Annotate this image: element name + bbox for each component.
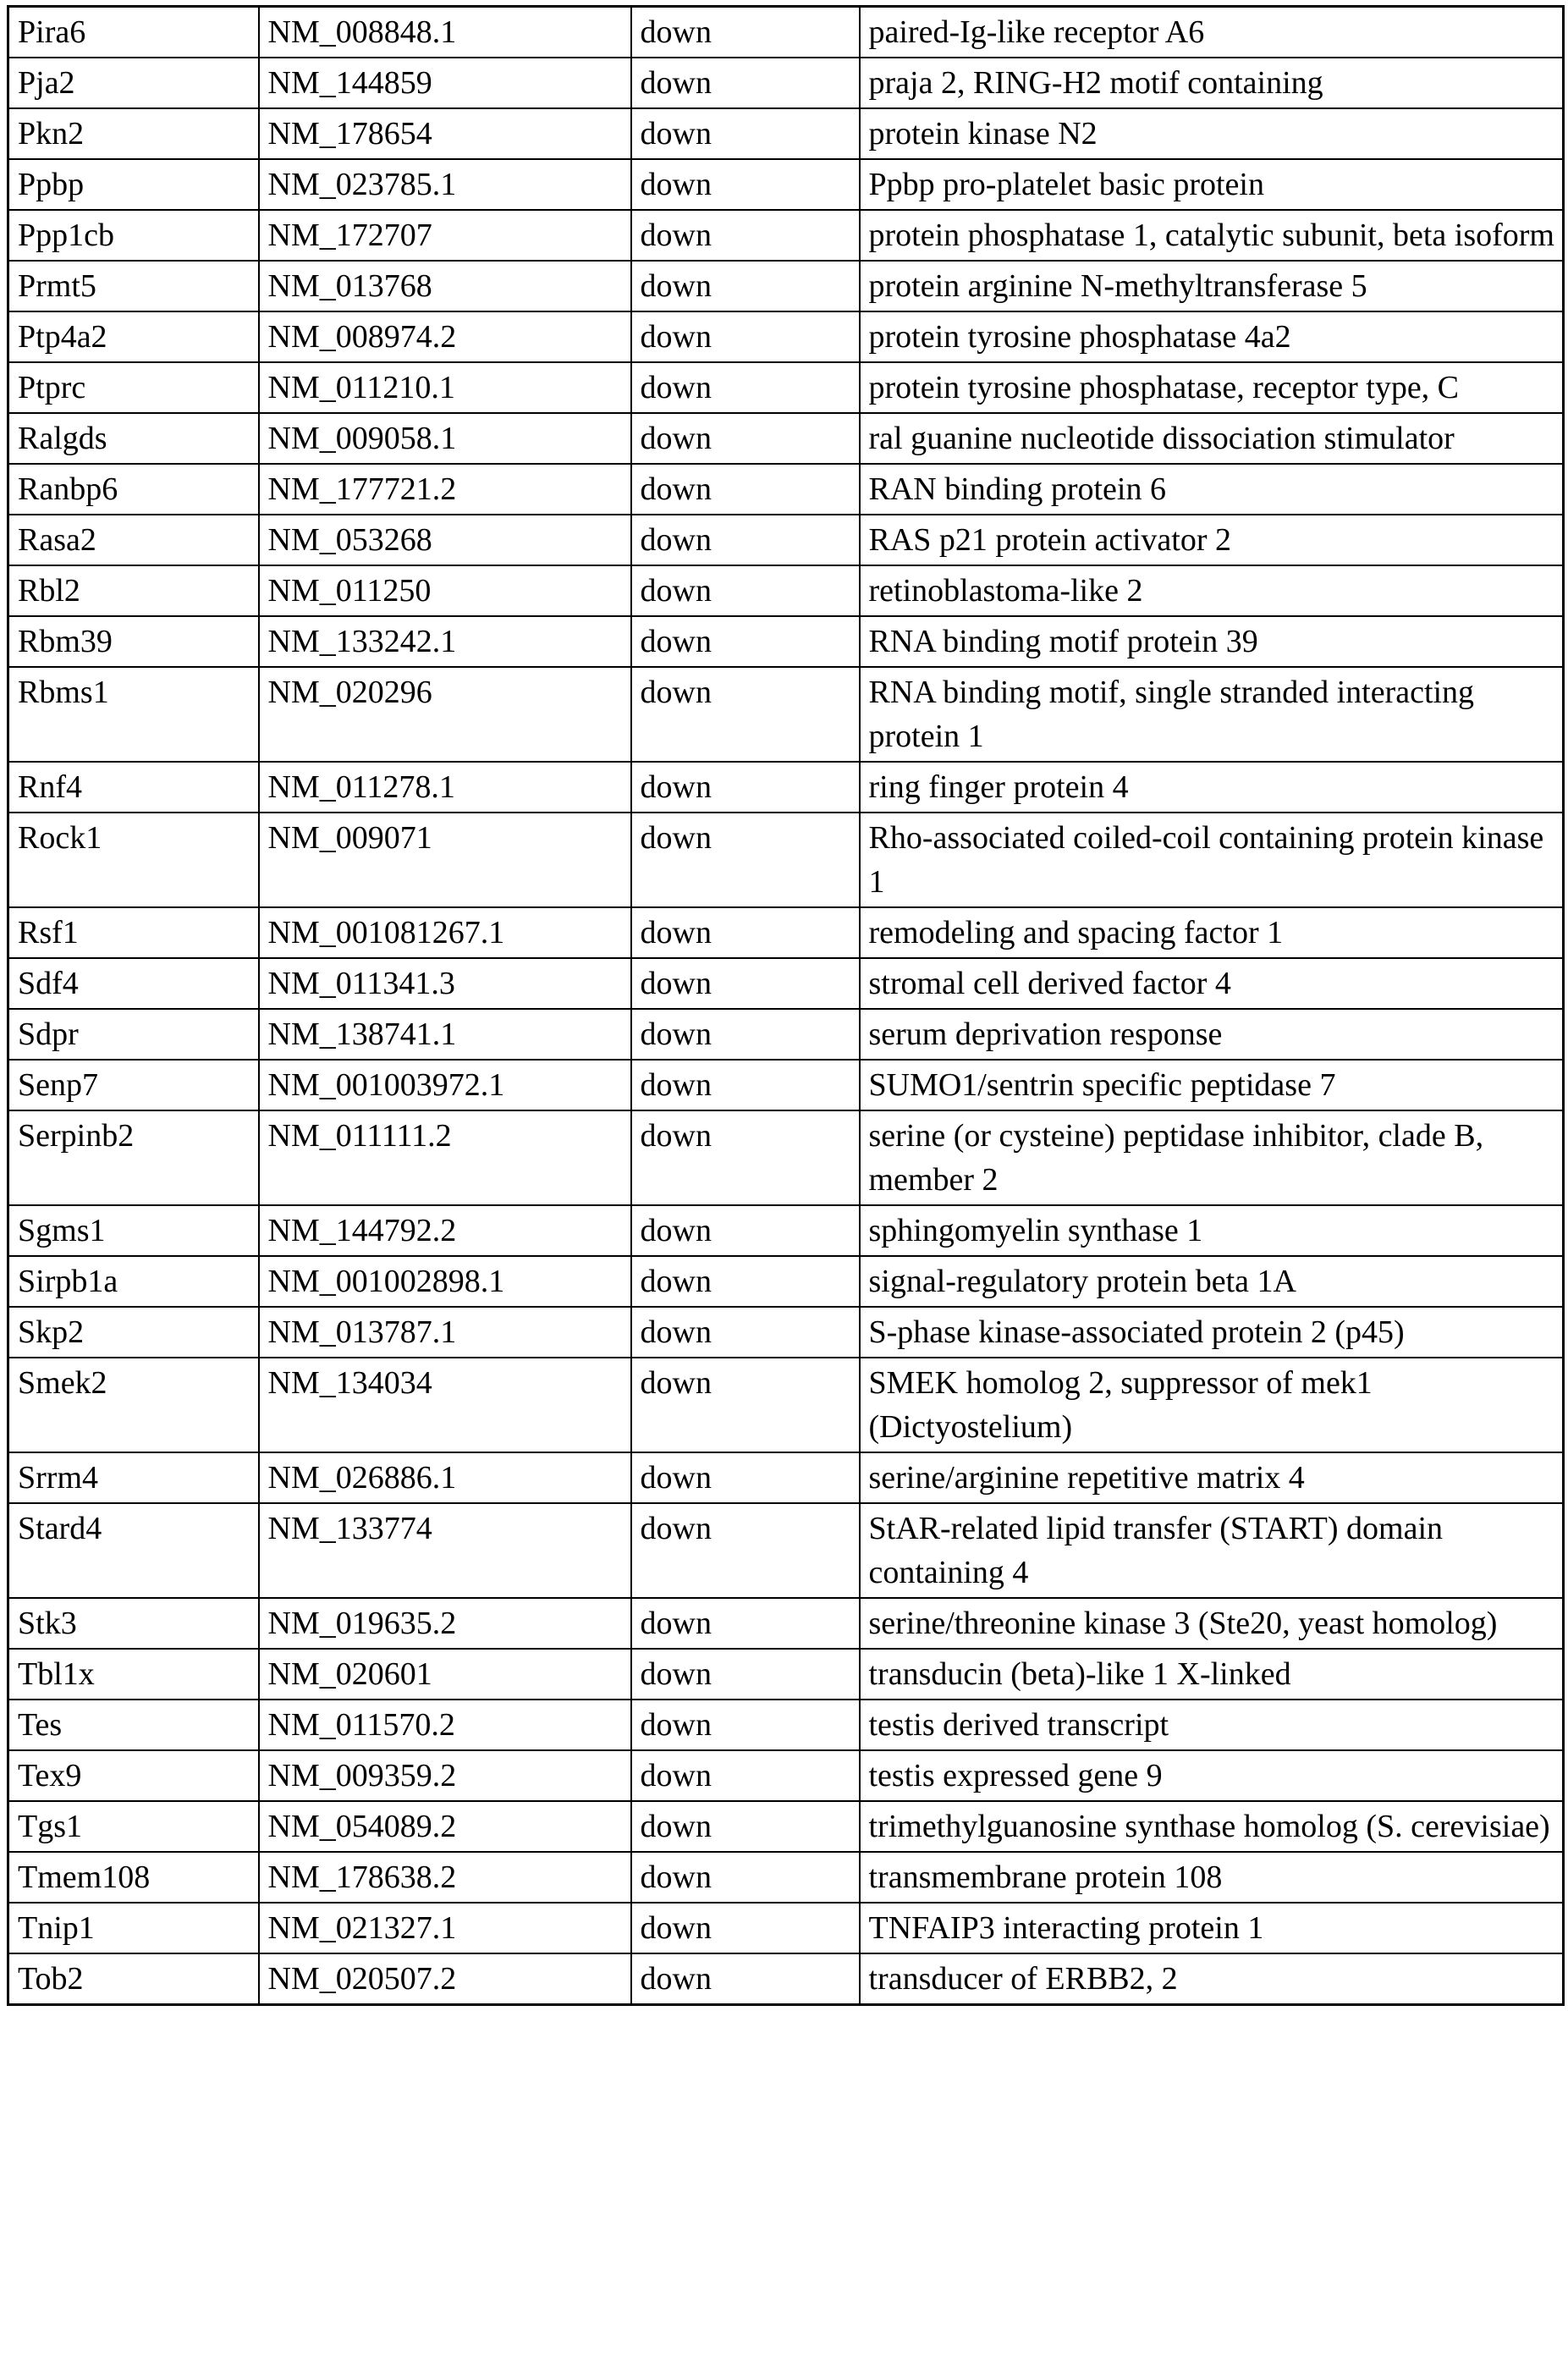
gene-symbol-cell: Pja2: [8, 58, 259, 108]
table-row: [8, 1503, 1564, 1598]
accession-number-cell: NM_133242.1: [259, 616, 631, 667]
gene-description-cell: SMEK homolog 2, suppressor of mek1 (Dictyostelium): [860, 1358, 1564, 1452]
table-row: [8, 413, 1564, 464]
gene-symbol-cell: Sdf4: [8, 958, 259, 1009]
table-row: [8, 907, 1564, 958]
accession-number-cell: NM_026886.1: [259, 1452, 631, 1503]
gene-description-cell: Ppbp pro-platelet basic protein: [860, 159, 1564, 210]
accession-number-cell: NM_020601: [259, 1649, 631, 1700]
table-row: [8, 958, 1564, 1009]
regulation-direction-cell: down: [631, 413, 860, 464]
gene-symbol-cell: Sgms1: [8, 1205, 259, 1256]
gene-description-cell: Rho-associated coiled-coil containing protein kinase 1: [860, 813, 1564, 907]
regulation-direction-cell: down: [631, 1903, 860, 1953]
accession-number-cell: NM_020507.2: [259, 1953, 631, 2005]
accession-number-cell: NM_011570.2: [259, 1700, 631, 1750]
gene-symbol-cell: Serpinb2: [8, 1110, 259, 1205]
table-row: [8, 261, 1564, 311]
gene-symbol-cell: Ppbp: [8, 159, 259, 210]
table-row: [8, 311, 1564, 362]
accession-number-cell: NM_021327.1: [259, 1903, 631, 1953]
gene-symbol-cell: Stk3: [8, 1598, 259, 1649]
gene-symbol-cell: Ppp1cb: [8, 210, 259, 261]
table-row: [8, 1110, 1564, 1205]
gene-symbol-cell: Rsf1: [8, 907, 259, 958]
gene-description-cell: retinoblastoma-like 2: [860, 565, 1564, 616]
table-row: [8, 1060, 1564, 1110]
table-row: [8, 7, 1564, 58]
regulation-direction-cell: down: [631, 1307, 860, 1358]
table-row: [8, 1009, 1564, 1060]
gene-description-cell: TNFAIP3 interacting protein 1: [860, 1903, 1564, 1953]
gene-description-cell: protein kinase N2: [860, 108, 1564, 159]
gene-description-cell: ral guanine nucleotide dissociation stimulator: [860, 413, 1564, 464]
gene-description-cell: praja 2, RING-H2 motif containing: [860, 58, 1564, 108]
accession-number-cell: NM_011210.1: [259, 362, 631, 413]
regulation-direction-cell: down: [631, 1256, 860, 1307]
accession-number-cell: NM_053268: [259, 515, 631, 565]
accession-number-cell: NM_009359.2: [259, 1750, 631, 1801]
accession-number-cell: NM_008848.1: [259, 7, 631, 58]
gene-description-cell: ring finger protein 4: [860, 762, 1564, 813]
regulation-direction-cell: down: [631, 762, 860, 813]
gene-symbol-cell: Ralgds: [8, 413, 259, 464]
accession-number-cell: NM_011341.3: [259, 958, 631, 1009]
table-row: [8, 210, 1564, 261]
regulation-direction-cell: down: [631, 1205, 860, 1256]
regulation-direction-cell: down: [631, 1953, 860, 2005]
gene-description-cell: protein tyrosine phosphatase 4a2: [860, 311, 1564, 362]
regulation-direction-cell: down: [631, 907, 860, 958]
gene-symbol-cell: Rasa2: [8, 515, 259, 565]
accession-number-cell: NM_023785.1: [259, 159, 631, 210]
accession-number-cell: NM_011278.1: [259, 762, 631, 813]
gene-symbol-cell: Rock1: [8, 813, 259, 907]
gene-description-cell: RNA binding motif protein 39: [860, 616, 1564, 667]
gene-symbol-cell: Ptprc: [8, 362, 259, 413]
gene-description-cell: trimethylguanosine synthase homolog (S. cerevisiae): [860, 1801, 1564, 1852]
regulation-direction-cell: down: [631, 958, 860, 1009]
regulation-direction-cell: down: [631, 1060, 860, 1110]
gene-description-cell: transmembrane protein 108: [860, 1852, 1564, 1903]
gene-table-body: [8, 7, 1564, 2005]
table-row: [8, 1852, 1564, 1903]
accession-number-cell: NM_020296: [259, 667, 631, 762]
regulation-direction-cell: down: [631, 1700, 860, 1750]
gene-symbol-cell: Tnip1: [8, 1903, 259, 1953]
gene-description-cell: protein phosphatase 1, catalytic subunit, beta isoform: [860, 210, 1564, 261]
gene-symbol-cell: Skp2: [8, 1307, 259, 1358]
accession-number-cell: NM_011111.2: [259, 1110, 631, 1205]
table-row: [8, 1903, 1564, 1953]
gene-description-cell: paired-Ig-like receptor A6: [860, 7, 1564, 58]
regulation-direction-cell: down: [631, 362, 860, 413]
regulation-direction-cell: down: [631, 210, 860, 261]
regulation-direction-cell: down: [631, 1452, 860, 1503]
table-row: [8, 1700, 1564, 1750]
gene-description-cell: protein tyrosine phosphatase, receptor type, C: [860, 362, 1564, 413]
gene-symbol-cell: Sdpr: [8, 1009, 259, 1060]
table-row: [8, 667, 1564, 762]
accession-number-cell: NM_008974.2: [259, 311, 631, 362]
table-row: [8, 464, 1564, 515]
regulation-direction-cell: down: [631, 565, 860, 616]
table-row: [8, 762, 1564, 813]
regulation-direction-cell: down: [631, 1852, 860, 1903]
gene-symbol-cell: Srrm4: [8, 1452, 259, 1503]
table-row: [8, 1649, 1564, 1700]
table-row: [8, 813, 1564, 907]
accession-number-cell: NM_009071: [259, 813, 631, 907]
gene-symbol-cell: Tgs1: [8, 1801, 259, 1852]
regulation-direction-cell: down: [631, 515, 860, 565]
gene-description-cell: testis expressed gene 9: [860, 1750, 1564, 1801]
gene-description-cell: remodeling and spacing factor 1: [860, 907, 1564, 958]
gene-description-cell: RAS p21 protein activator 2: [860, 515, 1564, 565]
table-row: [8, 108, 1564, 159]
gene-description-cell: protein arginine N-methyltransferase 5: [860, 261, 1564, 311]
regulation-direction-cell: down: [631, 1750, 860, 1801]
regulation-direction-cell: down: [631, 1801, 860, 1852]
table-row: [8, 515, 1564, 565]
regulation-direction-cell: down: [631, 667, 860, 762]
gene-description-cell: serine/threonine kinase 3 (Ste20, yeast homolog): [860, 1598, 1564, 1649]
regulation-direction-cell: down: [631, 108, 860, 159]
gene-description-cell: serum deprivation response: [860, 1009, 1564, 1060]
table-row: [8, 1307, 1564, 1358]
gene-symbol-cell: Ranbp6: [8, 464, 259, 515]
gene-description-cell: transducin (beta)-like 1 X-linked: [860, 1649, 1564, 1700]
gene-symbol-cell: Tes: [8, 1700, 259, 1750]
gene-symbol-cell: Tbl1x: [8, 1649, 259, 1700]
accession-number-cell: NM_134034: [259, 1358, 631, 1452]
gene-description-cell: StAR-related lipid transfer (START) domain containing 4: [860, 1503, 1564, 1598]
table-row: [8, 58, 1564, 108]
regulation-direction-cell: down: [631, 261, 860, 311]
regulation-direction-cell: down: [631, 1598, 860, 1649]
gene-symbol-cell: Stard4: [8, 1503, 259, 1598]
accession-number-cell: NM_133774: [259, 1503, 631, 1598]
regulation-direction-cell: down: [631, 813, 860, 907]
accession-number-cell: NM_178654: [259, 108, 631, 159]
accession-number-cell: NM_013787.1: [259, 1307, 631, 1358]
accession-number-cell: NM_001003972.1: [259, 1060, 631, 1110]
accession-number-cell: NM_019635.2: [259, 1598, 631, 1649]
accession-number-cell: NM_001002898.1: [259, 1256, 631, 1307]
regulation-direction-cell: down: [631, 1110, 860, 1205]
table-row: [8, 1205, 1564, 1256]
accession-number-cell: NM_138741.1: [259, 1009, 631, 1060]
table-row: [8, 616, 1564, 667]
gene-description-cell: RNA binding motif, single stranded interacting protein 1: [860, 667, 1564, 762]
gene-symbol-cell: Tmem108: [8, 1852, 259, 1903]
gene-symbol-cell: Tob2: [8, 1953, 259, 2005]
table-row: [8, 1953, 1564, 2005]
table-row: [8, 1598, 1564, 1649]
gene-symbol-cell: Pira6: [8, 7, 259, 58]
table-row: [8, 565, 1564, 616]
table-row: [8, 1358, 1564, 1452]
gene-table: [7, 5, 1565, 2006]
table-row: [8, 1256, 1564, 1307]
regulation-direction-cell: down: [631, 1649, 860, 1700]
gene-symbol-cell: Smek2: [8, 1358, 259, 1452]
gene-symbol-cell: Pkn2: [8, 108, 259, 159]
accession-number-cell: NM_178638.2: [259, 1852, 631, 1903]
accession-number-cell: NM_013768: [259, 261, 631, 311]
gene-description-cell: testis derived transcript: [860, 1700, 1564, 1750]
regulation-direction-cell: down: [631, 311, 860, 362]
gene-symbol-cell: Senp7: [8, 1060, 259, 1110]
accession-number-cell: NM_054089.2: [259, 1801, 631, 1852]
accession-number-cell: NM_177721.2: [259, 464, 631, 515]
table-row: [8, 159, 1564, 210]
regulation-direction-cell: down: [631, 58, 860, 108]
regulation-direction-cell: down: [631, 1358, 860, 1452]
gene-description-cell: SUMO1/sentrin specific peptidase 7: [860, 1060, 1564, 1110]
regulation-direction-cell: down: [631, 464, 860, 515]
gene-symbol-cell: Rbl2: [8, 565, 259, 616]
accession-number-cell: NM_172707: [259, 210, 631, 261]
gene-description-cell: serine (or cysteine) peptidase inhibitor, clade B, member 2: [860, 1110, 1564, 1205]
table-row: [8, 362, 1564, 413]
gene-symbol-cell: Rbm39: [8, 616, 259, 667]
accession-number-cell: NM_009058.1: [259, 413, 631, 464]
gene-description-cell: signal-regulatory protein beta 1A: [860, 1256, 1564, 1307]
regulation-direction-cell: down: [631, 159, 860, 210]
table-row: [8, 1452, 1564, 1503]
gene-description-cell: RAN binding protein 6: [860, 464, 1564, 515]
accession-number-cell: NM_001081267.1: [259, 907, 631, 958]
regulation-direction-cell: down: [631, 1009, 860, 1060]
regulation-direction-cell: down: [631, 1503, 860, 1598]
regulation-direction-cell: down: [631, 616, 860, 667]
gene-description-cell: sphingomyelin synthase 1: [860, 1205, 1564, 1256]
gene-symbol-cell: Ptp4a2: [8, 311, 259, 362]
gene-symbol-cell: Rnf4: [8, 762, 259, 813]
gene-symbol-cell: Sirpb1a: [8, 1256, 259, 1307]
gene-description-cell: serine/arginine repetitive matrix 4: [860, 1452, 1564, 1503]
gene-symbol-cell: Prmt5: [8, 261, 259, 311]
table-row: [8, 1750, 1564, 1801]
accession-number-cell: NM_144859: [259, 58, 631, 108]
accession-number-cell: NM_144792.2: [259, 1205, 631, 1256]
accession-number-cell: NM_011250: [259, 565, 631, 616]
gene-description-cell: S-phase kinase-associated protein 2 (p45): [860, 1307, 1564, 1358]
gene-symbol-cell: Rbms1: [8, 667, 259, 762]
gene-symbol-cell: Tex9: [8, 1750, 259, 1801]
table-row: [8, 1801, 1564, 1852]
regulation-direction-cell: down: [631, 7, 860, 58]
gene-description-cell: stromal cell derived factor 4: [860, 958, 1564, 1009]
gene-description-cell: transducer of ERBB2, 2: [860, 1953, 1564, 2005]
